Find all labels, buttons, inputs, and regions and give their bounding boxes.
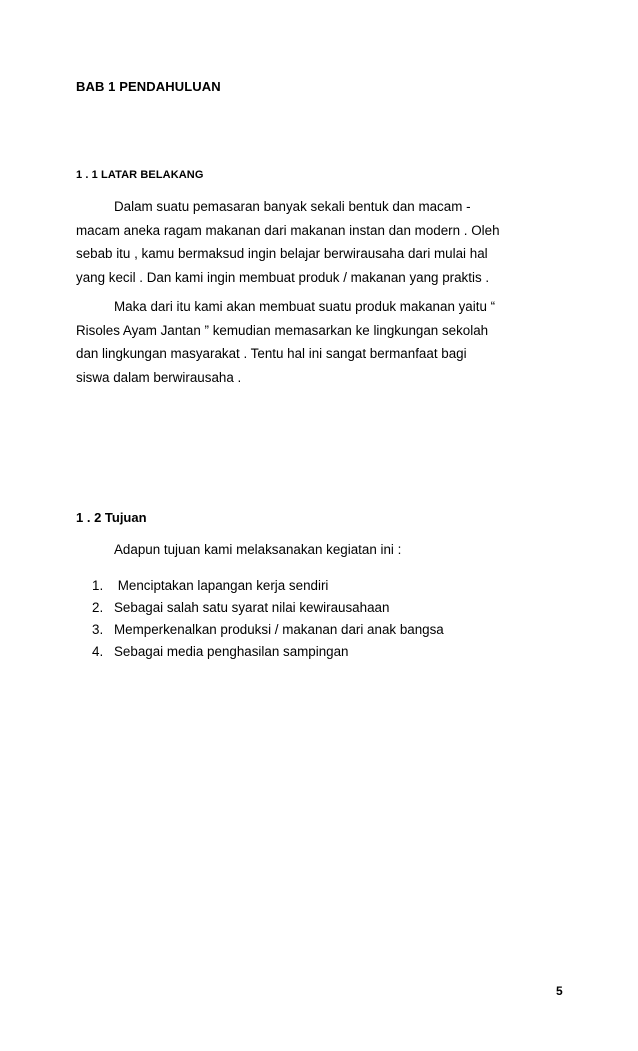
list-item-number: 1.: [92, 578, 104, 593]
list-item: [92, 641, 444, 663]
paragraph-line: Dalam suatu pemasaran banyak sekali bentuk dan macam -: [114, 199, 471, 214]
paragraph-line: macam aneka ragam makanan dari makanan instan dan modern . Oleh: [76, 222, 500, 238]
paragraph-line: yang kecil . Dan kami ingin membuat produk / makanan yang praktis .: [76, 269, 490, 285]
list-item-text: Memperkenalkan produksi / makanan dari anak bangsa: [114, 622, 444, 637]
list-item-number: 3.: [92, 622, 104, 637]
list-item: [92, 619, 444, 641]
list-item-number: 4.: [92, 644, 104, 659]
paragraph-latar-belakang-1: [76, 195, 562, 289]
chapter-title: BAB 1 PENDAHULUAN: [76, 79, 221, 94]
list-item-number: 2.: [92, 600, 104, 615]
list-item-text: Sebagai salah satu syarat nilai kewirausahaan: [114, 600, 390, 615]
paragraph-line: Maka dari itu kami akan membuat suatu produk makanan yaitu “: [114, 299, 496, 314]
paragraph-line: sebab itu , kamu bermaksud ingin belajar berwirausaha dari mulai hal: [76, 246, 488, 261]
paragraph-line: siswa dalam berwirausaha .: [76, 369, 242, 385]
list-item-text: Menciptakan lapangan kerja sendiri: [114, 578, 329, 593]
tujuan-list: [92, 575, 444, 663]
paragraph-latar-belakang-2: [76, 295, 562, 389]
list-item: [92, 597, 444, 619]
list-item: [92, 575, 444, 597]
section-heading-latar-belakang: 1 . 1 LATAR BELAKANG: [76, 169, 204, 181]
paragraph-line: Risoles Ayam Jantan ” kemudian memasarkan ke lingkungan sekolah: [76, 322, 489, 338]
paragraph-line: dan lingkungan masyarakat . Tentu hal ini sangat bermanfaat bagi: [76, 346, 467, 361]
tujuan-intro: Adapun tujuan kami melaksanakan kegiatan ini :: [114, 542, 402, 557]
list-item-text: Sebagai media penghasilan sampingan: [114, 644, 349, 659]
section-heading-tujuan: 1 . 2 Tujuan: [76, 510, 147, 525]
page-number: 5: [556, 984, 563, 998]
